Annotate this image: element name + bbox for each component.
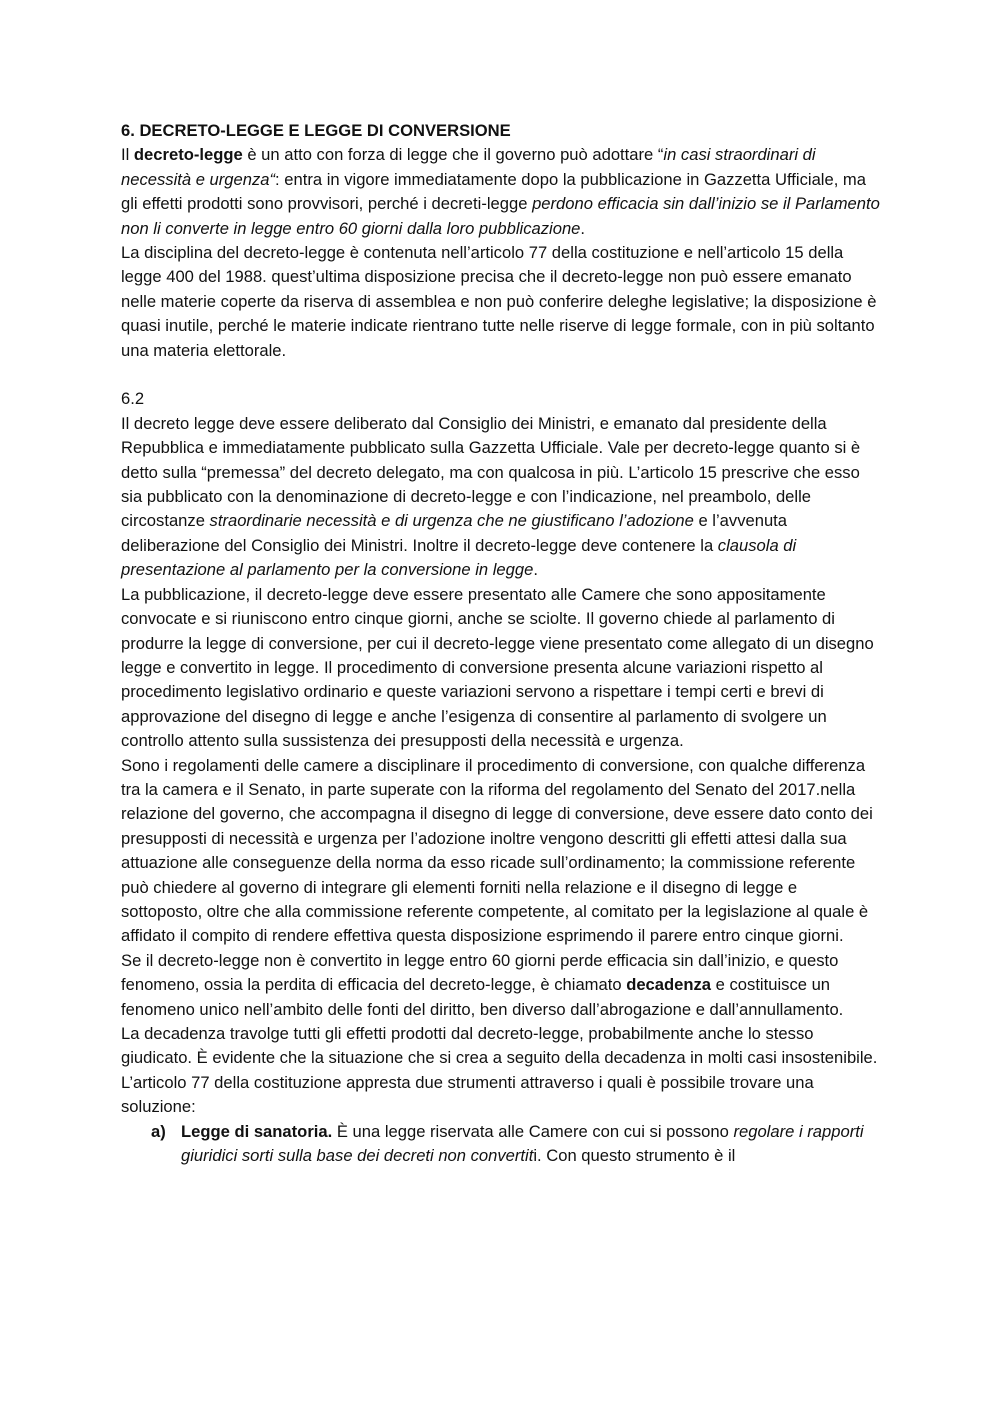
text-run: e costituisce un fenomeno unico nell’ambito delle fonti del diritto, ben diverso dall’abrogazione e dall’annullamento. xyxy=(121,975,844,1019)
text-run: i. Con questo strumento è il xyxy=(533,1146,736,1166)
section-title: 6. DECRETO-LEGGE E LEGGE DI CONVERSIONE xyxy=(121,121,511,140)
paragraph-regolamenti: Sono i regolamenti delle camere a disciplinare il procedimento di conversione, con qualche differenza tra la camera e il Senato, in parte superate con la riforma del regolamento del Senato del 2017.nella relazione del governo, che accompagna il disegno di legge di conversione, deve essere dato conto dei presupposti di necessità e urgenza per l’adozione inoltre vengono descritti gli effetti attesi dalla sua attuazione alle conseguenze della norma da esso ricade sull’ordinamento; la commissione referente può chiedere al governo di integrare gli elementi forniti nella relazione e il disegno di legge e sottoposto, oltre che alla commissione referente competente, al comitato per la legislazione al quale è affidato il compito di rendere effettiva questa disposizione esprimendo il parere entro cinque giorni. xyxy=(121,755,873,946)
text-run: : entra in vigore immediatamente dopo la pubblicazione in Gazzetta Ufficiale, ma gli effetti prodotti sono provvisori, perché i decreti-legge xyxy=(121,169,866,214)
bold-term: Legge di sanatoria. xyxy=(181,1121,333,1141)
text-run: . xyxy=(580,218,586,238)
italic-quote: regolare i rapporti giuridici sorti sulla base dei decreti non convertit xyxy=(181,1121,864,1166)
italic-quote: perdono efficacia sin dall’inizio se il Parlamento non li converte in legge entro 60 giorni dalla loro pubblicazione xyxy=(121,194,880,238)
bold-term: decadenza xyxy=(626,975,712,995)
document-body xyxy=(121,119,881,1168)
italic-quote: clausola di presentazione al parlamento per la conversione in legge xyxy=(121,535,797,580)
italic-quote: in casi straordinari di necessità e urgenza“ xyxy=(121,145,816,189)
paragraph-strumenti: L’articolo 77 della costituzione appresta due strumenti attraverso i quali è possibile trovare una soluzione: xyxy=(121,1072,814,1117)
paragraph-disciplina: La disciplina del decreto-legge è contenuta nell’articolo 77 della costituzione e nell’articolo 15 della legge 400 del 1988. quest’ultima disposizione precisa che il decreto-legge non può essere emanato nelle materie coperte da riserva di assemblea e non può conferire deleghe legislative; la disposizione è quasi inutile, perché le materie indicate rientrano tutte nelle riserve di legge formale, con in più soltanto una materia elettorale. xyxy=(121,243,877,360)
paragraph-decadenza xyxy=(121,949,881,1022)
paragraph-presentazione-camere: La pubblicazione, il decreto-legge deve essere presentato alle Camere che sono appositamente convocate e si riuniscono entro cinque giorni, anche se sciolte. Il governo chiede al parlamento di produrre la legge di conversione, per cui il decreto-legge viene presentato come allegato di un disegno legge e convertito in legge. Il procedimento di conversione presenta alcune variazioni rispetto al procedimento legislativo ordinario e queste variazioni servono a rispettare i tempi certi e brevi di approvazione del disegno di legge e anche l’esigenza di consentire al parlamento di svolgere un controllo attento sulla sussistenza dei presupposti della necessità e urgenza. xyxy=(121,584,874,751)
text-run: è un atto con forza di legge che il governo può adottare “ xyxy=(242,145,664,165)
paragraph-deliberazione xyxy=(121,412,881,583)
italic-quote: straordinarie necessità e di urgenza che ne giustificano l’adozione xyxy=(209,511,694,531)
text-run: Il decreto legge deve essere deliberato dal Consiglio dei Ministri, e emanato dal presidente della Repubblica e immediatamente pubblicato sulla Gazzetta Ufficiale. Vale per decreto-legge quanto si è detto sulla “premessa” del decreto delegato, ma con qualcosa in più. L’articolo 15 prescrive che esso sia pubblicato con la denominazione di decreto-legge e con l’indicazione, nel preambolo, delle circostanze xyxy=(121,413,861,531)
text-run: È una legge riservata alle Camere con cui si possono xyxy=(332,1121,734,1141)
list-marker: a) xyxy=(151,1121,166,1141)
instruments-list xyxy=(121,1120,881,1169)
list-item xyxy=(121,1120,881,1169)
bold-term: decreto-legge xyxy=(133,145,243,165)
text-run: Se il decreto-legge non è convertito in legge entro 60 giorni perde efficacia sin dall’inizio, e questo fenomeno, ossia la perdita di efficacia del decreto-legge, è chiamato xyxy=(121,950,839,995)
paragraph-decreto-legge-definition xyxy=(121,143,881,241)
text-run: Il xyxy=(121,145,134,165)
section-number: 6.2 xyxy=(121,389,145,409)
blank-line xyxy=(121,363,881,387)
text-run: . xyxy=(533,560,538,580)
paragraph-effetti-decadenza: La decadenza travolge tutti gli effetti prodotti dal decreto-legge, probabilmente anche lo stesso giudicato. È evidente che la situazione che si crea a seguito della decadenza in molti casi insostenibile. xyxy=(121,1024,878,1068)
text-run: e l’avvenuta deliberazione del Consiglio dei Ministri. Inoltre il decreto-legge deve contenere la xyxy=(121,511,788,555)
